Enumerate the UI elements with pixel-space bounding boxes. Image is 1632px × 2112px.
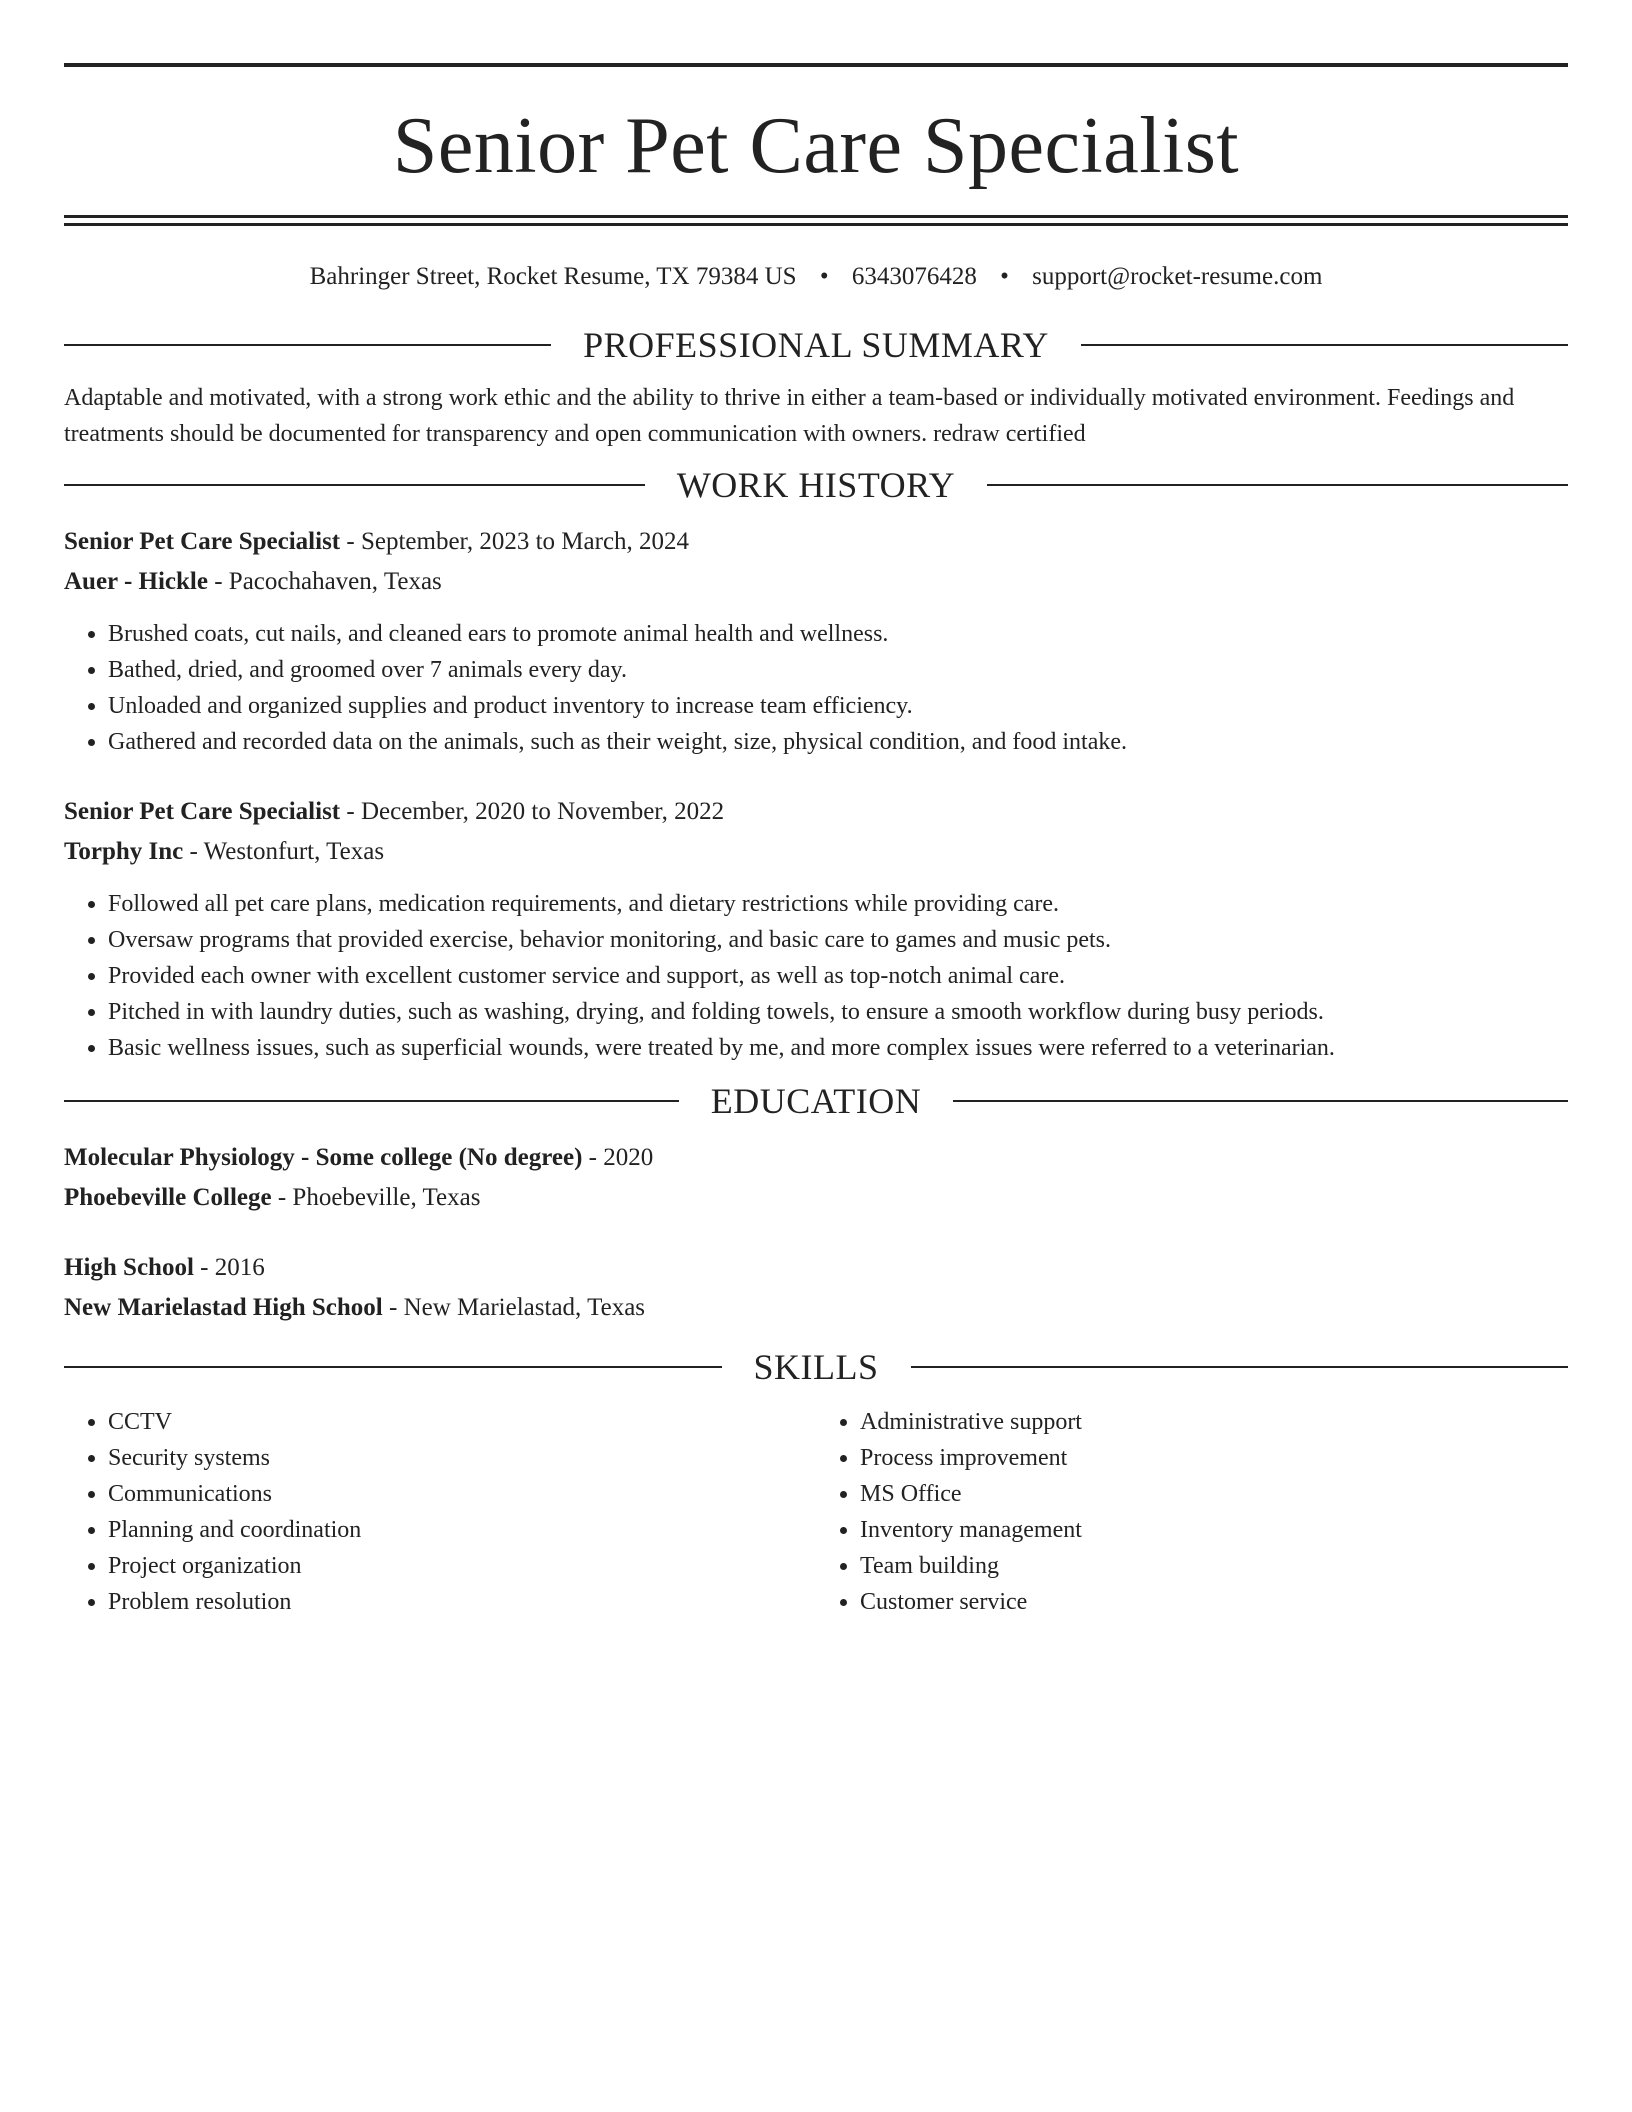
education-degree: Molecular Physiology - Some college (No degree): [64, 1144, 583, 1171]
list-item: • Pitched in with laundry duties, such as washing, drying, and folding towels, to ensure a smooth workflow during busy periods.: [108, 994, 1568, 1030]
skill-item: • Team building: [860, 1548, 1568, 1584]
contact-separator: •: [819, 263, 829, 290]
skill-item: • Security systems: [108, 1440, 816, 1476]
education-degree-line: [64, 1138, 1568, 1178]
skill-item: • Process improvement: [860, 1440, 1568, 1476]
education-school: New Marielastad High School: [64, 1294, 383, 1321]
list-item: • Provided each owner with excellent customer service and support, as well as top-notch animal care.: [108, 958, 1568, 994]
work-heading: WORK HISTORY: [676, 465, 956, 505]
education-location: - New Marielastad, Texas: [382, 1294, 646, 1321]
skills-column-right: [816, 1404, 1568, 1620]
education-degree: High School: [64, 1254, 194, 1281]
list-item: • Followed all pet care plans, medication requirements, and dietary restrictions while providing care.: [108, 886, 1568, 922]
education-school: Phoebeville College: [64, 1184, 272, 1211]
skills-heading: SKILLS: [753, 1347, 879, 1387]
skill-item: • CCTV: [108, 1404, 816, 1440]
job-location: - Pacochahaven, Texas: [207, 568, 442, 595]
job-title: Senior Pet Care Specialist: [64, 798, 341, 825]
job-title-line: [64, 522, 1568, 562]
list-item: • Bathed, dried, and groomed over 7 animals every day.: [108, 652, 1568, 688]
list-item: • Basic wellness issues, such as superficial wounds, were treated by me, and more complex issues were referred to a veterinarian.: [108, 1030, 1568, 1066]
summary-text: Adaptable and motivated, with a strong work ethic and the ability to thrive in either a team-based or individually motivated environment. Feedings and treatments should be documented for transparency and open communication with owners. redraw certified: [64, 385, 1515, 447]
education-section-header: [64, 1080, 1568, 1122]
job-entry: [64, 522, 1568, 760]
job-location: - Westonfurt, Texas: [183, 838, 385, 865]
skill-item: • Project organization: [108, 1548, 816, 1584]
list-item: • Oversaw programs that provided exercise, behavior monitoring, and basic care to games and music pets.: [108, 922, 1568, 958]
job-dates: - December, 2020 to November, 2022: [340, 798, 725, 825]
skill-item: • Inventory management: [860, 1512, 1568, 1548]
top-rule: [64, 63, 1568, 67]
summary-section-header: [64, 324, 1568, 366]
education-year: - 2020: [582, 1144, 654, 1171]
work-section-header: [64, 464, 1568, 506]
education-degree-line: [64, 1248, 1568, 1288]
skill-item: • Customer service: [860, 1584, 1568, 1620]
education-entry: [64, 1138, 1568, 1218]
job-entry: [64, 792, 1568, 1066]
skills-column-left: [64, 1404, 816, 1620]
skills-list: [64, 1404, 1568, 1620]
resume-page: [64, 0, 1568, 1620]
education-heading: EDUCATION: [710, 1081, 922, 1121]
job-company-line: [64, 562, 1568, 602]
list-item: • Gathered and recorded data on the animals, such as their weight, size, physical condition, and food intake.: [108, 724, 1568, 760]
skill-item: • MS Office: [860, 1476, 1568, 1512]
list-item: • Brushed coats, cut nails, and cleaned ears to promote animal health and wellness.: [108, 616, 1568, 652]
job-company-line: [64, 832, 1568, 872]
skill-item: • Communications: [108, 1476, 816, 1512]
job-title: Senior Pet Care Specialist: [64, 528, 341, 555]
education-entry: [64, 1248, 1568, 1328]
contact-email: support@rocket-resume.com: [1032, 263, 1323, 290]
job-title-line: [64, 792, 1568, 832]
summary-heading: PROFESSIONAL SUMMARY: [583, 325, 1049, 365]
education-year: - 2016: [193, 1254, 265, 1281]
job-company: Torphy Inc: [64, 838, 184, 865]
list-item: • Unloaded and organized supplies and product inventory to increase team efficiency.: [108, 688, 1568, 724]
skill-item: • Problem resolution: [108, 1584, 816, 1620]
name-double-rule: [64, 215, 1568, 226]
skill-item: • Administrative support: [860, 1404, 1568, 1440]
contact-line: [64, 262, 1568, 292]
skill-item: • Planning and coordination: [108, 1512, 816, 1548]
contact-phone: 6343076428: [851, 263, 977, 290]
job-company: Auer - Hickle: [64, 568, 208, 595]
contact-separator: •: [1000, 263, 1009, 290]
education-location: - Phoebeville, Texas: [271, 1184, 481, 1211]
resume-name: Senior Pet Care Specialist: [392, 102, 1240, 190]
job-bullets: [64, 616, 1568, 760]
education-school-line: [64, 1178, 1568, 1218]
education-school-line: [64, 1288, 1568, 1328]
skills-section-header: [64, 1346, 1568, 1388]
job-bullets: [64, 886, 1568, 1066]
contact-address: Bahringer Street, Rocket Resume, TX 79384 US: [309, 263, 797, 290]
job-dates: - September, 2023 to March, 2024: [340, 528, 690, 555]
